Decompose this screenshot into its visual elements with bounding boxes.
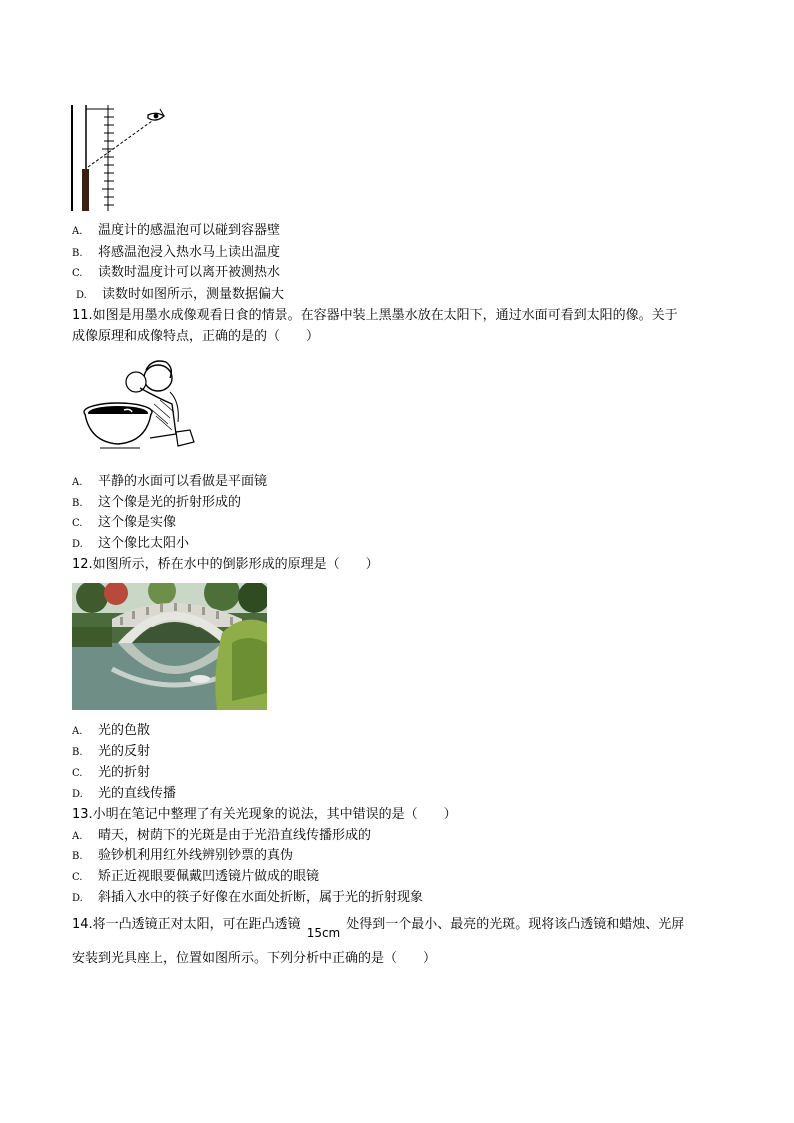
q10-option-d: D. 读数时如图所示，测量数据偏大 <box>76 287 285 302</box>
q11-option-a: A. 平静的水面可以看做是平面镜 <box>72 474 268 489</box>
q11-option-c: C. 这个像是实像 <box>72 515 177 530</box>
thermometer-figure <box>68 103 168 215</box>
q12-option-a: A. 光的色散 <box>72 723 151 738</box>
q13-stem: 13.小明在笔记中整理了有关光现象的说法，其中错误的是（ ） <box>72 807 457 822</box>
q12-option-d: D. 光的直线传播 <box>72 786 177 801</box>
q14-stem-line1: 14.将一凸透镜正对太阳，可在距凸透镜15cm处得到一个最小、最亮的光斑。现将该凸透镜和蜡烛、光屏 <box>72 917 685 940</box>
q11-option-d: D. 这个像比太阳小 <box>72 536 190 551</box>
q13-option-c: C. 矫正近视眼要佩戴凹透镜片做成的眼镜 <box>72 869 320 884</box>
q13-option-d: D. 斜插入水中的筷子好像在水面处折断，属于光的折射现象 <box>72 890 424 905</box>
q11-stem-line1: 11.如图是用墨水成像观看日食的情景。在容器中装上黑墨水放在太阳下，通过水面可看到太阳的像。关于 <box>72 308 678 323</box>
q12-option-c: C. 光的折射 <box>72 765 151 780</box>
q12-stem: 12.如图所示，桥在水中的倒影形成的原理是（ ） <box>72 557 379 572</box>
q10-option-a: A. 温度计的感温泡可以碰到容器壁 <box>72 223 281 238</box>
focal-length-value: 15cm <box>306 926 341 940</box>
q12-option-b: B. 光的反射 <box>72 744 151 759</box>
q13-option-b: B. 验钞机利用红外线辨别钞票的真伪 <box>72 848 294 863</box>
q11-option-b: B. 这个像是光的折射形成的 <box>72 495 242 510</box>
q14-stem-line2: 安装到光具座上，位置如图所示。下列分析中正确的是（ ） <box>72 951 437 966</box>
ink-basin-illustration <box>80 352 196 458</box>
q13-option-a: A. 晴天，树荫下的光斑是由于光沿直线传播形成的 <box>72 828 372 843</box>
bridge-reflection-photo <box>72 583 267 710</box>
q10-option-b: B. 将感温泡浸入热水马上读出温度 <box>72 245 281 260</box>
q11-stem-line2: 成像原理和成像特点，正确的是的（ ） <box>72 329 320 344</box>
q10-option-c: C. 读数时温度计可以离开被测热水 <box>72 265 281 280</box>
